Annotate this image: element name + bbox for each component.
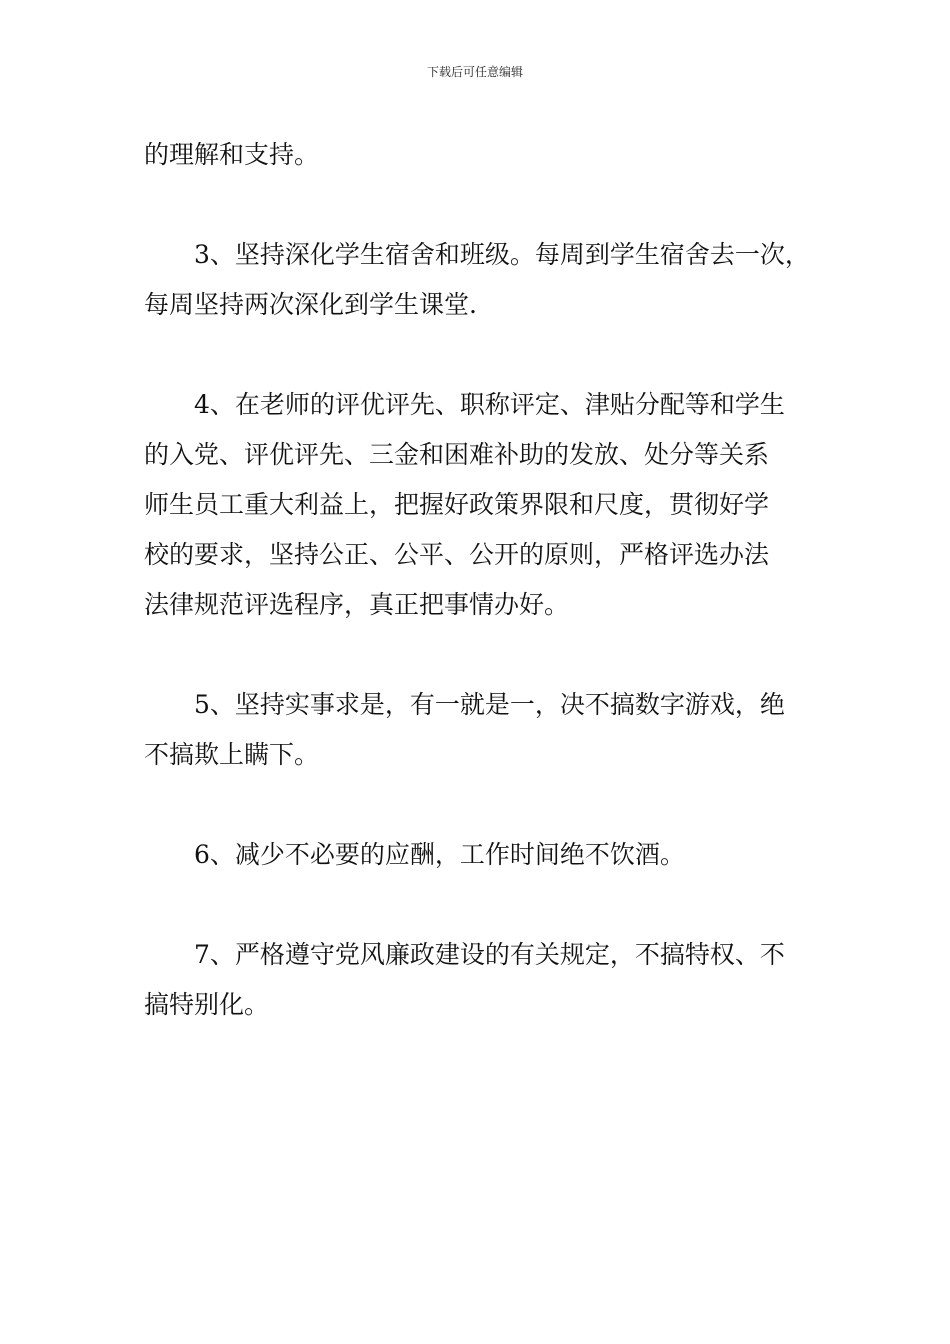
paragraph-5 bbox=[144, 830, 812, 880]
paragraph-line: 搞特别化。 bbox=[144, 990, 270, 1019]
paragraph-gap bbox=[144, 330, 812, 380]
paragraph-gap bbox=[144, 630, 812, 680]
paragraph-line: 的理解和支持。 bbox=[144, 140, 320, 169]
paragraph-line: 的入党、评优评先、三金和困难补助的发放、处分等关系 bbox=[144, 440, 770, 469]
paragraph-4 bbox=[144, 680, 812, 780]
paragraph-line: 6、减少不必要的应酬，工作时间绝不饮酒。 bbox=[194, 840, 685, 869]
paragraph-line: 3、坚持深化学生宿舍和班级。每周到学生宿舍去一次， bbox=[194, 240, 810, 269]
paragraph-line: 师生员工重大利益上，把握好政策界限和尺度，贯彻好学 bbox=[144, 490, 770, 519]
paragraph-line: 不搞欺上瞒下。 bbox=[144, 740, 320, 769]
paragraph-1 bbox=[144, 130, 812, 180]
paragraph-2 bbox=[144, 230, 812, 330]
paragraph-gap bbox=[144, 780, 812, 830]
paragraph-6 bbox=[144, 930, 812, 1030]
paragraph-line: 7、严格遵守党风廉政建设的有关规定，不搞特权、不 bbox=[194, 940, 785, 969]
paragraph-line: 校的要求，坚持公正、公平、公开的原则，严格评选办法 bbox=[144, 540, 770, 569]
document-body bbox=[144, 130, 812, 1030]
paragraph-gap bbox=[144, 880, 812, 930]
paragraph-3 bbox=[144, 380, 812, 630]
paragraph-line: 5、坚持实事求是，有一就是一，决不搞数字游戏，绝 bbox=[194, 690, 785, 719]
paragraph-line: 4、在老师的评优评先、职称评定、津贴分配等和学生 bbox=[194, 390, 785, 419]
header-text: 下载后可任意编辑 bbox=[426, 65, 523, 79]
paragraph-gap bbox=[144, 180, 812, 230]
paragraph-line: 法律规范评选程序，真正把事情办好。 bbox=[144, 590, 570, 619]
paragraph-line: 每周坚持两次深化到学生课堂. bbox=[144, 290, 477, 319]
page-header bbox=[0, 64, 950, 80]
